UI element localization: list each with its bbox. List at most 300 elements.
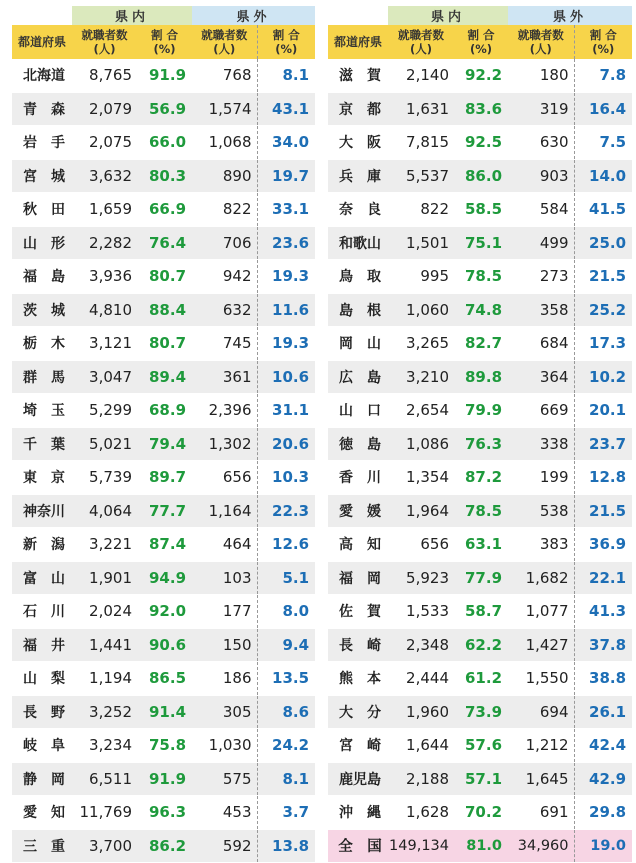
table-row: [328, 561, 632, 595]
out-ratio-cell: 8.1: [257, 762, 315, 796]
out-ratio-cell: 3.7: [257, 796, 315, 830]
pref-cell: 神奈川: [12, 494, 72, 528]
table-row: [328, 595, 632, 629]
in-count-cell: 3,210: [388, 360, 454, 394]
out-count-cell: 1,682: [508, 561, 574, 595]
out-ratio-cell: 25.0: [574, 226, 632, 260]
out-count-cell: 338: [508, 427, 574, 461]
out-ratio-cell: 23.6: [257, 226, 315, 260]
count-in-header-right: 就職者数 (人): [388, 25, 454, 59]
pref-cell: 山 形: [12, 226, 72, 260]
in-count-cell: 2,654: [388, 394, 454, 428]
pref-cell: 大 阪: [328, 126, 388, 160]
out-count-cell: 358: [508, 293, 574, 327]
in-count-cell: 1,194: [72, 662, 137, 696]
pref-cell: 高 知: [328, 528, 388, 562]
in-ratio-cell: 89.4: [137, 360, 192, 394]
in-ratio-cell: 82.7: [454, 327, 508, 361]
table-row: [12, 729, 315, 763]
pref-cell: 鹿児島: [328, 762, 388, 796]
pref-cell: 茨 城: [12, 293, 72, 327]
in-count-cell: 4,064: [72, 494, 137, 528]
in-count-cell: 995: [388, 260, 454, 294]
in-count-cell: 2,024: [72, 595, 137, 629]
table-row: [12, 293, 315, 327]
in-count-cell: 3,632: [72, 159, 137, 193]
out-ratio-cell: 7.5: [574, 126, 632, 160]
table-row: [328, 126, 632, 160]
table-row: [12, 762, 315, 796]
table-row: [12, 260, 315, 294]
out-ratio-cell: 25.2: [574, 293, 632, 327]
out-ratio-cell: 19.0: [574, 829, 632, 863]
out-ratio-cell: 20.1: [574, 394, 632, 428]
out-ratio-cell: 12.8: [574, 461, 632, 495]
left-table-body: [12, 59, 315, 863]
in-count-cell: 3,221: [72, 528, 137, 562]
in-ratio-cell: 63.1: [454, 528, 508, 562]
pref-cell: 岩 手: [12, 126, 72, 160]
table-row: [12, 494, 315, 528]
out-ratio-cell: 36.9: [574, 528, 632, 562]
in-count-cell: 3,252: [72, 695, 137, 729]
pref-cell: 山 口: [328, 394, 388, 428]
pref-cell: 北海道: [12, 59, 72, 92]
out-count-cell: 691: [508, 796, 574, 830]
pref-cell: 宮 城: [12, 159, 72, 193]
table-row: [328, 59, 632, 92]
in-ratio-cell: 96.3: [137, 796, 192, 830]
in-ratio-cell: 78.5: [454, 260, 508, 294]
right-table: [328, 6, 632, 863]
pref-cell: 宮 崎: [328, 729, 388, 763]
pref-cell: 鳥 取: [328, 260, 388, 294]
out-ratio-cell: 22.3: [257, 494, 315, 528]
out-count-cell: 383: [508, 528, 574, 562]
table-row: [12, 360, 315, 394]
in-ratio-cell: 81.0: [454, 829, 508, 863]
out-ratio-cell: 26.1: [574, 695, 632, 729]
out-ratio-cell: 9.4: [257, 628, 315, 662]
in-count-cell: 1,659: [72, 193, 137, 227]
in-ratio-cell: 80.7: [137, 327, 192, 361]
in-count-cell: 1,631: [388, 92, 454, 126]
out-ratio-cell: 8.0: [257, 595, 315, 629]
in-count-cell: 2,075: [72, 126, 137, 160]
in-count-cell: 1,533: [388, 595, 454, 629]
out-ratio-cell: 10.2: [574, 360, 632, 394]
table-row: [328, 293, 632, 327]
table-row: [12, 829, 315, 863]
out-ratio-cell: 41.5: [574, 193, 632, 227]
out-count-cell: 180: [508, 59, 574, 92]
table-row: [12, 528, 315, 562]
in-count-cell: 3,265: [388, 327, 454, 361]
table-row: [12, 461, 315, 495]
in-ratio-cell: 94.9: [137, 561, 192, 595]
in-ratio-cell: 75.1: [454, 226, 508, 260]
pref-cell: 滋 賀: [328, 59, 388, 92]
out-ratio-cell: 5.1: [257, 561, 315, 595]
out-count-cell: 2,396: [192, 394, 257, 428]
in-count-cell: 5,537: [388, 159, 454, 193]
out-count-cell: 499: [508, 226, 574, 260]
pref-cell: 群 馬: [12, 360, 72, 394]
right-table-body: [328, 59, 632, 863]
in-ratio-cell: 74.8: [454, 293, 508, 327]
in-ratio-cell: 87.2: [454, 461, 508, 495]
table-row: [328, 327, 632, 361]
in-ratio-cell: 70.2: [454, 796, 508, 830]
in-ratio-cell: 90.6: [137, 628, 192, 662]
out-count-cell: 890: [192, 159, 257, 193]
ratio-in-header-right: 割 合 (%): [454, 25, 508, 59]
table-row: [12, 628, 315, 662]
out-count-cell: 1,068: [192, 126, 257, 160]
in-ratio-cell: 57.1: [454, 762, 508, 796]
out-ratio-cell: 10.6: [257, 360, 315, 394]
in-ratio-cell: 79.4: [137, 427, 192, 461]
in-count-cell: 11,769: [72, 796, 137, 830]
pref-cell: 大 分: [328, 695, 388, 729]
in-count-cell: 2,140: [388, 59, 454, 92]
in-ratio-cell: 77.9: [454, 561, 508, 595]
out-count-cell: 669: [508, 394, 574, 428]
ratio-out-header: 割 合 (%): [257, 25, 315, 59]
out-count-cell: 150: [192, 628, 257, 662]
pref-cell: 岐 阜: [12, 729, 72, 763]
table-row: [12, 662, 315, 696]
out-ratio-cell: 41.3: [574, 595, 632, 629]
table-row: [12, 226, 315, 260]
in-ratio-cell: 89.7: [137, 461, 192, 495]
out-ratio-cell: 12.6: [257, 528, 315, 562]
out-count-cell: 1,164: [192, 494, 257, 528]
in-count-cell: 8,765: [72, 59, 137, 92]
in-ratio-cell: 91.9: [137, 762, 192, 796]
pref-cell: 島 根: [328, 293, 388, 327]
in-count-cell: 1,960: [388, 695, 454, 729]
in-count-cell: 7,815: [388, 126, 454, 160]
out-ratio-cell: 24.2: [257, 729, 315, 763]
in-ratio-cell: 62.2: [454, 628, 508, 662]
in-ratio-cell: 92.0: [137, 595, 192, 629]
pref-cell: 佐 賀: [328, 595, 388, 629]
table-row: [12, 92, 315, 126]
count-out-header-right: 就職者数 (人): [508, 25, 574, 59]
pref-cell: 山 梨: [12, 662, 72, 696]
table-row: [12, 394, 315, 428]
in-ratio-cell: 83.6: [454, 92, 508, 126]
table-row: [12, 796, 315, 830]
in-ratio-cell: 89.8: [454, 360, 508, 394]
in-ratio-cell: 58.5: [454, 193, 508, 227]
in-count-cell: 1,964: [388, 494, 454, 528]
out-count-cell: 319: [508, 92, 574, 126]
table-row: [12, 327, 315, 361]
in-count-cell: 2,348: [388, 628, 454, 662]
out-count-cell: 199: [508, 461, 574, 495]
out-count-cell: 1,030: [192, 729, 257, 763]
in-ratio-cell: 57.6: [454, 729, 508, 763]
in-ratio-cell: 56.9: [137, 92, 192, 126]
left-table: [12, 6, 315, 863]
out-ratio-cell: 23.7: [574, 427, 632, 461]
in-count-cell: 1,628: [388, 796, 454, 830]
out-count-cell: 1,574: [192, 92, 257, 126]
in-count-cell: 3,121: [72, 327, 137, 361]
out-count-cell: 592: [192, 829, 257, 863]
out-count-cell: 538: [508, 494, 574, 528]
table-row: [12, 695, 315, 729]
out-ratio-cell: 17.3: [574, 327, 632, 361]
table-row: [12, 427, 315, 461]
pref-cell: 徳 島: [328, 427, 388, 461]
table-row: [328, 92, 632, 126]
in-ratio-cell: 76.4: [137, 226, 192, 260]
out-count-cell: 684: [508, 327, 574, 361]
table-row: [328, 159, 632, 193]
table-row: [328, 628, 632, 662]
in-count-cell: 2,079: [72, 92, 137, 126]
out-ratio-cell: 11.6: [257, 293, 315, 327]
out-count-cell: 584: [508, 193, 574, 227]
in-ratio-cell: 76.3: [454, 427, 508, 461]
in-ratio-cell: 80.3: [137, 159, 192, 193]
in-ratio-cell: 86.0: [454, 159, 508, 193]
table-row: [328, 494, 632, 528]
in-count-cell: 6,511: [72, 762, 137, 796]
in-ratio-cell: 88.4: [137, 293, 192, 327]
in-count-cell: 2,444: [388, 662, 454, 696]
pref-cell: 東 京: [12, 461, 72, 495]
out-ratio-cell: 19.3: [257, 260, 315, 294]
out-ratio-cell: 19.7: [257, 159, 315, 193]
pref-cell: 全 国: [328, 829, 388, 863]
table-row: [328, 528, 632, 562]
out-count-cell: 630: [508, 126, 574, 160]
out-ratio-cell: 42.4: [574, 729, 632, 763]
out-count-cell: 903: [508, 159, 574, 193]
out-ratio-cell: 22.1: [574, 561, 632, 595]
pref-cell: 愛 媛: [328, 494, 388, 528]
count-in-header: 就職者数 (人): [72, 25, 137, 59]
table-row: [328, 662, 632, 696]
ratio-in-header: 割 合 (%): [137, 25, 192, 59]
pref-cell: 埼 玉: [12, 394, 72, 428]
out-count-cell: 694: [508, 695, 574, 729]
out-ratio-cell: 38.8: [574, 662, 632, 696]
out-ratio-cell: 33.1: [257, 193, 315, 227]
pref-cell: 福 井: [12, 628, 72, 662]
in-count-cell: 3,936: [72, 260, 137, 294]
pref-header-right: 都道府県: [328, 25, 388, 59]
out-ratio-cell: 21.5: [574, 260, 632, 294]
pref-cell: 青 森: [12, 92, 72, 126]
in-count-cell: 1,086: [388, 427, 454, 461]
out-count-cell: 1,212: [508, 729, 574, 763]
pref-cell: 秋 田: [12, 193, 72, 227]
in-count-cell: 3,700: [72, 829, 137, 863]
in-count-cell: 3,234: [72, 729, 137, 763]
out-count-cell: 103: [192, 561, 257, 595]
pref-cell: 岡 山: [328, 327, 388, 361]
out-ratio-cell: 16.4: [574, 92, 632, 126]
out-count-cell: 745: [192, 327, 257, 361]
pref-cell: 長 崎: [328, 628, 388, 662]
in-ratio-cell: 73.9: [454, 695, 508, 729]
out-ratio-cell: 37.8: [574, 628, 632, 662]
in-count-cell: 1,060: [388, 293, 454, 327]
pref-header: 都道府県: [12, 25, 72, 59]
in-ratio-cell: 75.8: [137, 729, 192, 763]
out-count-cell: 364: [508, 360, 574, 394]
in-count-cell: 5,739: [72, 461, 137, 495]
in-count-cell: 5,021: [72, 427, 137, 461]
out-ratio-cell: 10.3: [257, 461, 315, 495]
out-count-cell: 453: [192, 796, 257, 830]
out-count-cell: 768: [192, 59, 257, 92]
out-count-cell: 273: [508, 260, 574, 294]
pref-cell: 広 島: [328, 360, 388, 394]
out-ratio-cell: 42.9: [574, 762, 632, 796]
in-ratio-cell: 86.2: [137, 829, 192, 863]
out-count-cell: 822: [192, 193, 257, 227]
table-row: [12, 595, 315, 629]
pref-cell: 愛 知: [12, 796, 72, 830]
in-ratio-cell: 66.0: [137, 126, 192, 160]
in-ratio-cell: 91.4: [137, 695, 192, 729]
out-ratio-cell: 8.6: [257, 695, 315, 729]
out-count-cell: 1,645: [508, 762, 574, 796]
in-ratio-cell: 68.9: [137, 394, 192, 428]
total-row: [328, 829, 632, 863]
out-count-cell: 1,077: [508, 595, 574, 629]
pref-cell: 沖 縄: [328, 796, 388, 830]
table-row: [328, 762, 632, 796]
table-row: [328, 394, 632, 428]
out-ratio-cell: 31.1: [257, 394, 315, 428]
in-ratio-cell: 66.9: [137, 193, 192, 227]
out-ratio-cell: 21.5: [574, 494, 632, 528]
out-ratio-cell: 7.8: [574, 59, 632, 92]
table-row: [328, 695, 632, 729]
group-out-header: 県外: [192, 6, 315, 25]
table-row: [12, 561, 315, 595]
in-count-cell: 1,441: [72, 628, 137, 662]
out-count-cell: 1,427: [508, 628, 574, 662]
out-count-cell: 632: [192, 293, 257, 327]
table-row: [328, 226, 632, 260]
in-ratio-cell: 92.5: [454, 126, 508, 160]
table-row: [328, 729, 632, 763]
in-count-cell: 1,501: [388, 226, 454, 260]
pref-cell: 香 川: [328, 461, 388, 495]
group-in-header-right: 県内: [388, 6, 508, 25]
pref-cell: 福 島: [12, 260, 72, 294]
in-count-cell: 5,299: [72, 394, 137, 428]
in-ratio-cell: 87.4: [137, 528, 192, 562]
in-ratio-cell: 77.7: [137, 494, 192, 528]
pref-cell: 和歌山: [328, 226, 388, 260]
in-count-cell: 822: [388, 193, 454, 227]
table-row: [328, 260, 632, 294]
in-ratio-cell: 79.9: [454, 394, 508, 428]
group-in-header: 県内: [72, 6, 192, 25]
pref-cell: 長 野: [12, 695, 72, 729]
pref-cell: 兵 庫: [328, 159, 388, 193]
out-ratio-cell: 29.8: [574, 796, 632, 830]
out-count-cell: 706: [192, 226, 257, 260]
in-count-cell: 3,047: [72, 360, 137, 394]
table-row: [328, 796, 632, 830]
out-count-cell: 361: [192, 360, 257, 394]
out-count-cell: 1,550: [508, 662, 574, 696]
in-count-cell: 2,188: [388, 762, 454, 796]
in-count-cell: 149,134: [388, 829, 454, 863]
in-ratio-cell: 58.7: [454, 595, 508, 629]
out-count-cell: 575: [192, 762, 257, 796]
out-ratio-cell: 13.8: [257, 829, 315, 863]
out-count-cell: 656: [192, 461, 257, 495]
table-row: [328, 360, 632, 394]
pref-cell: 石 川: [12, 595, 72, 629]
out-ratio-cell: 14.0: [574, 159, 632, 193]
pref-cell: 富 山: [12, 561, 72, 595]
pref-cell: 熊 本: [328, 662, 388, 696]
pref-cell: 静 岡: [12, 762, 72, 796]
out-count-cell: 34,960: [508, 829, 574, 863]
ratio-out-header-right: 割 合 (%): [574, 25, 632, 59]
in-count-cell: 1,901: [72, 561, 137, 595]
out-count-cell: 186: [192, 662, 257, 696]
table-row: [328, 193, 632, 227]
table-row: [328, 461, 632, 495]
in-count-cell: 656: [388, 528, 454, 562]
pref-cell: 三 重: [12, 829, 72, 863]
out-ratio-cell: 8.1: [257, 59, 315, 92]
in-count-cell: 5,923: [388, 561, 454, 595]
count-out-header: 就職者数 (人): [192, 25, 257, 59]
pref-cell: 千 葉: [12, 427, 72, 461]
out-count-cell: 942: [192, 260, 257, 294]
in-ratio-cell: 78.5: [454, 494, 508, 528]
out-count-cell: 1,302: [192, 427, 257, 461]
in-ratio-cell: 61.2: [454, 662, 508, 696]
in-count-cell: 1,644: [388, 729, 454, 763]
out-ratio-cell: 13.5: [257, 662, 315, 696]
pref-cell: 奈 良: [328, 193, 388, 227]
out-count-cell: 464: [192, 528, 257, 562]
out-count-cell: 305: [192, 695, 257, 729]
out-ratio-cell: 20.6: [257, 427, 315, 461]
out-count-cell: 177: [192, 595, 257, 629]
out-ratio-cell: 19.3: [257, 327, 315, 361]
out-ratio-cell: 43.1: [257, 92, 315, 126]
pref-cell: 京 都: [328, 92, 388, 126]
in-count-cell: 2,282: [72, 226, 137, 260]
in-count-cell: 4,810: [72, 293, 137, 327]
table-row: [12, 159, 315, 193]
in-ratio-cell: 86.5: [137, 662, 192, 696]
table-row: [12, 59, 315, 92]
table-row: [12, 193, 315, 227]
table-row: [328, 427, 632, 461]
pref-cell: 新 潟: [12, 528, 72, 562]
in-count-cell: 1,354: [388, 461, 454, 495]
in-ratio-cell: 92.2: [454, 59, 508, 92]
group-out-header-right: 県外: [508, 6, 632, 25]
